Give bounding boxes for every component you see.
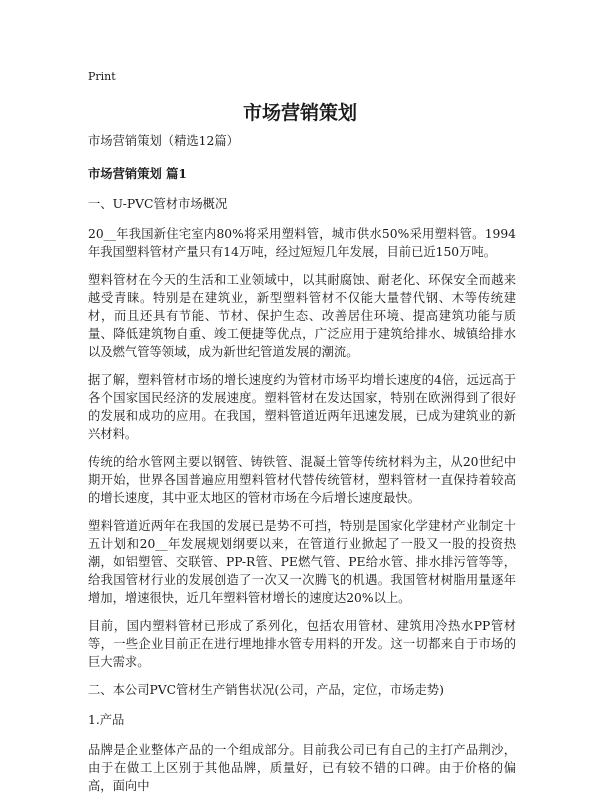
paragraph: 塑料管材在今天的生活和工业领域中，以其耐腐蚀、耐老化、环保安全而越来越受青睐。特别是在建筑业，新型塑料管材不仅能大量替代钢、木等传统建材，而且还具有节能、节材、保护生态、改善居住环境、提高建筑功能与质量、降低建筑物自重、竣工便捷等优点，广泛应用于建筑给排水、城镇给排水以及燃气管等领域，成为新世纪管道发展的潮流。 [88, 273, 516, 359]
section-heading-2: 二、本公司PVC管材生产销售状况(公司，产品，定位，市场走势) [88, 683, 444, 697]
subsection-heading: 1.产品 [88, 713, 125, 727]
print-label: Print [88, 70, 116, 83]
paragraph: 目前，国内塑料管材已形成了系列化，包括农用管材、建筑用冷热水PP管材等，一些企业目前正在进行埋地排水管专用料的开发。这一切都来自于市场的巨大需求。 [88, 619, 516, 669]
document-subtitle: 市场营销策划（精选12篇） [88, 134, 239, 148]
paragraph: 塑料管道近两年在我国的发展已是势不可挡，特别是国家化学建材产业制定十五计划和20__年发展规划纲要以来，在管道行业掀起了一股又一股的投资热潮，如铝塑管、交联管、PP-R管、PE燃气管、PE给水管、排水排污管等等，给我国管材行业的发展创造了一次又一次腾飞的机遇。我国管材树脂用量逐年增加，增速很快，近几年塑料管材增长的速度达20%以上。 [88, 519, 516, 605]
section-heading-1: 一、U-PVC管材市场概况 [88, 197, 228, 211]
paragraph: 传统的给水管网主要以钢管、铸铁管、混凝土管等传统材料为主，从20世纪中期开始，世界各国普遍应用塑料管材代替传统管材，塑料管材一直保持着较高的增长速度，其中亚太地区的管材市场在今后增长速度最快。 [88, 455, 516, 505]
paragraph: 据了解，塑料管材市场的增长速度约为管材市场平均增长速度的4倍，远远高于各个国家国民经济的发展速度。塑料管材在发达国家，特别在欧洲得到了很好的发展和成功的应用。在我国，塑料管道近两年迅速发展，已成为建筑业的新兴材料。 [88, 373, 516, 441]
paragraph: 20__年我国新住宅室内80%将采用塑料管，城市供水50%采用塑料管。1994年我国塑料管材产量只有14万吨，经过短短几年发展，目前已近150万吨。 [88, 227, 516, 259]
article-title: 市场营销策划 篇1 [88, 166, 187, 181]
document-title: 市场营销策划 [242, 102, 357, 124]
paragraph: 品牌是企业整体产品的一个组成部分。目前我公司已有自己的主打产品荆沙，由于在做工上区别于其他品牌，质量好，已有较不错的口碑。由于价格的偏高，面向中 [88, 743, 516, 793]
document-body [88, 132, 516, 805]
